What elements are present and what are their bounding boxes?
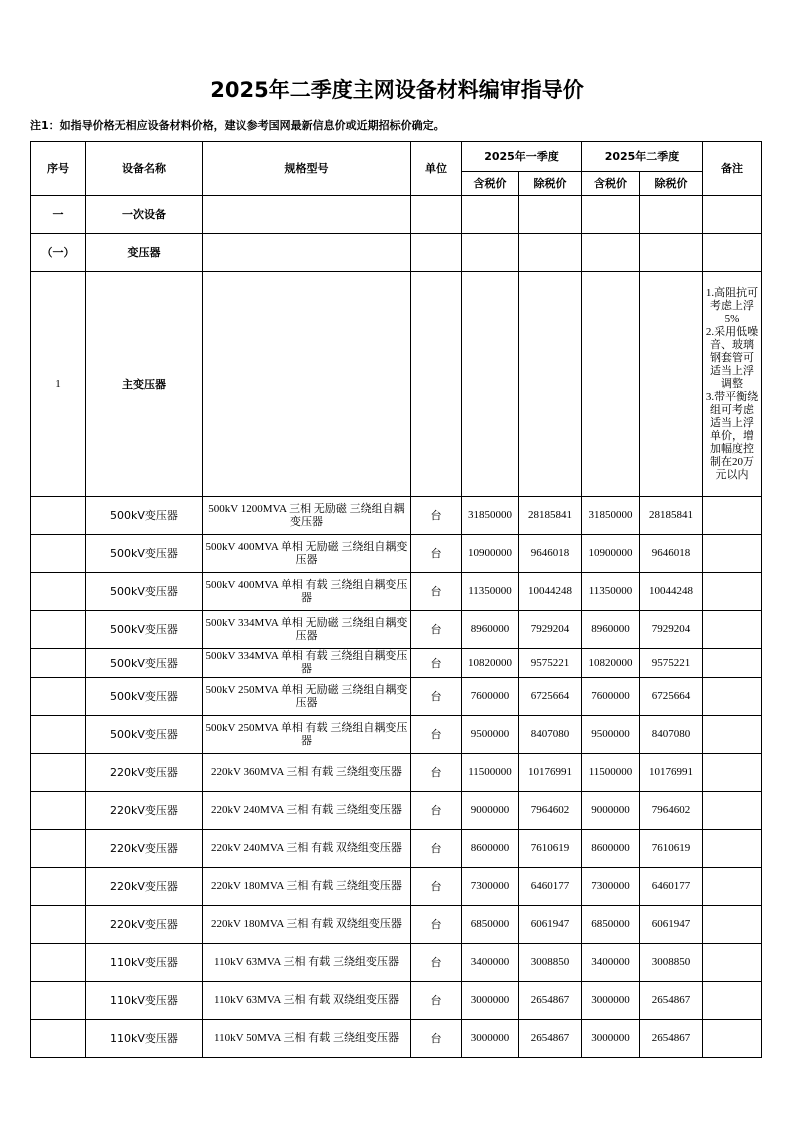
q2-tax-excl-cell: 7929204 (640, 611, 703, 649)
header-seq: 序号 (31, 142, 86, 196)
q1-tax-excl-cell: 7964602 (519, 792, 582, 830)
unit-cell: 台 (411, 611, 462, 649)
q2-tax-excl-cell: 10176991 (640, 754, 703, 792)
main-name: 主变压器 (86, 272, 203, 497)
device-name-cell: 500kV变压器 (86, 573, 203, 611)
seq-cell (31, 611, 86, 649)
q1-tax-excl-cell: 6725664 (519, 678, 582, 716)
page-title: 2025年二季度主网设备材料编审指导价 (210, 78, 584, 102)
q2-tax-incl-cell: 31850000 (582, 497, 640, 535)
remark-cell (703, 1020, 762, 1058)
table-row (31, 792, 762, 830)
q2-tax-incl-cell: 8960000 (582, 611, 640, 649)
device-name-cell: 220kV变压器 (86, 906, 203, 944)
spec-cell: 110kV 63MVA 三相 有载 双绕组变压器 (203, 982, 411, 1020)
table-row (31, 535, 762, 573)
header-q1-tax-excl: 除税价 (519, 172, 582, 196)
remark-cell (703, 649, 762, 678)
table-row (31, 982, 762, 1020)
q1-tax-incl-cell: 9500000 (462, 716, 519, 754)
q1-tax-excl-cell: 9575221 (519, 649, 582, 678)
q1-tax-incl-cell: 9000000 (462, 792, 519, 830)
table-row (31, 611, 762, 649)
remark-cell (703, 792, 762, 830)
q1-tax-incl-cell: 10820000 (462, 649, 519, 678)
price-note: 注1：如指导价格无相应设备材料价格，建议参考国网最新信息价或近期招标价确定。 (30, 119, 445, 132)
q2-tax-excl-cell: 7610619 (640, 830, 703, 868)
q1-tax-excl-cell: 28185841 (519, 497, 582, 535)
unit-cell: 台 (411, 906, 462, 944)
q2-tax-excl-cell: 7964602 (640, 792, 703, 830)
q1-tax-incl-cell: 3000000 (462, 982, 519, 1020)
table-row (31, 868, 762, 906)
spec-cell: 220kV 240MVA 三相 有载 双绕组变压器 (203, 830, 411, 868)
remark-cell (703, 982, 762, 1020)
section-name: 变压器 (86, 234, 203, 272)
section-row-level2 (31, 234, 762, 272)
seq-cell (31, 649, 86, 678)
unit-cell: 台 (411, 497, 462, 535)
spec-cell: 220kV 180MVA 三相 有载 双绕组变压器 (203, 906, 411, 944)
unit-cell: 台 (411, 573, 462, 611)
spec-cell: 500kV 1200MVA 三相 无励磁 三绕组自耦变压器 (203, 497, 411, 535)
q2-tax-excl-cell: 10044248 (640, 573, 703, 611)
table-row (31, 573, 762, 611)
q1-tax-excl-cell: 6460177 (519, 868, 582, 906)
device-name-cell: 220kV变压器 (86, 830, 203, 868)
q2-tax-incl-cell: 3400000 (582, 944, 640, 982)
q2-tax-excl-cell: 2654867 (640, 982, 703, 1020)
unit-cell: 台 (411, 830, 462, 868)
q2-tax-incl-cell: 7300000 (582, 868, 640, 906)
header-q2-tax-excl: 除税价 (640, 172, 703, 196)
seq-cell (31, 497, 86, 535)
q1-tax-incl-cell: 7300000 (462, 868, 519, 906)
header-row-1 (31, 142, 762, 172)
q1-tax-incl-cell: 6850000 (462, 906, 519, 944)
spec-cell: 110kV 63MVA 三相 有载 三绕组变压器 (203, 944, 411, 982)
main-seq: 1 (31, 272, 86, 497)
q2-tax-incl-cell: 3000000 (582, 1020, 640, 1058)
header-q2-tax-incl: 含税价 (582, 172, 640, 196)
unit-cell: 台 (411, 982, 462, 1020)
q2-tax-excl-cell: 3008850 (640, 944, 703, 982)
spec-cell: 500kV 400MVA 单相 无励磁 三绕组自耦变压器 (203, 535, 411, 573)
table-row (31, 754, 762, 792)
table-row (31, 678, 762, 716)
table-row (31, 649, 762, 678)
q1-tax-incl-cell: 11500000 (462, 754, 519, 792)
remark-cell (703, 906, 762, 944)
main-transformer-row (31, 272, 762, 497)
unit-cell: 台 (411, 716, 462, 754)
q2-tax-excl-cell: 9646018 (640, 535, 703, 573)
header-name: 设备名称 (86, 142, 203, 196)
device-name-cell: 500kV变压器 (86, 497, 203, 535)
device-name-cell: 500kV变压器 (86, 611, 203, 649)
price-table (30, 141, 762, 1058)
main-remark: 1.高阻抗可考虑上浮5% 2.采用低噪音、玻璃钢套管可适当上浮调整 3.带平衡绕组可考虑适当上浮单价，增加幅度控制在20万元以内 (703, 272, 762, 497)
header-remark: 备注 (703, 142, 762, 196)
header-q1: 2025年一季度 (462, 142, 582, 172)
unit-cell: 台 (411, 754, 462, 792)
q1-tax-excl-cell: 10176991 (519, 754, 582, 792)
section-name: 一次设备 (86, 196, 203, 234)
table-row (31, 830, 762, 868)
device-name-cell: 500kV变压器 (86, 716, 203, 754)
q2-tax-incl-cell: 10820000 (582, 649, 640, 678)
section-seq: 一 (31, 196, 86, 234)
table-row (31, 497, 762, 535)
seq-cell (31, 906, 86, 944)
unit-cell: 台 (411, 944, 462, 982)
remark-cell (703, 754, 762, 792)
remark-cell (703, 868, 762, 906)
device-name-cell: 110kV变压器 (86, 944, 203, 982)
q2-tax-incl-cell: 9000000 (582, 792, 640, 830)
spec-cell: 500kV 400MVA 单相 有载 三绕组自耦变压器 (203, 573, 411, 611)
q2-tax-incl-cell: 9500000 (582, 716, 640, 754)
header-unit: 单位 (411, 142, 462, 196)
seq-cell (31, 535, 86, 573)
unit-cell: 台 (411, 792, 462, 830)
remark-cell (703, 830, 762, 868)
q2-tax-excl-cell: 6061947 (640, 906, 703, 944)
q2-tax-excl-cell: 28185841 (640, 497, 703, 535)
header-q1-tax-incl: 含税价 (462, 172, 519, 196)
remark-cell (703, 535, 762, 573)
device-name-cell: 110kV变压器 (86, 1020, 203, 1058)
section-seq: （一） (31, 234, 86, 272)
remark-cell (703, 497, 762, 535)
q2-tax-incl-cell: 7600000 (582, 678, 640, 716)
seq-cell (31, 792, 86, 830)
device-name-cell: 220kV变压器 (86, 868, 203, 906)
table-row (31, 716, 762, 754)
spec-cell: 500kV 334MVA 单相 无励磁 三绕组自耦变压器 (203, 611, 411, 649)
spec-cell: 500kV 250MVA 单相 无励磁 三绕组自耦变压器 (203, 678, 411, 716)
seq-cell (31, 754, 86, 792)
q1-tax-incl-cell: 8960000 (462, 611, 519, 649)
seq-cell (31, 982, 86, 1020)
seq-cell (31, 573, 86, 611)
q1-tax-excl-cell: 9646018 (519, 535, 582, 573)
q1-tax-excl-cell: 10044248 (519, 573, 582, 611)
spec-cell: 220kV 180MVA 三相 有载 三绕组变压器 (203, 868, 411, 906)
q1-tax-excl-cell: 7610619 (519, 830, 582, 868)
header-spec: 规格型号 (203, 142, 411, 196)
spec-cell: 500kV 250MVA 单相 有载 三绕组自耦变压器 (203, 716, 411, 754)
device-name-cell: 220kV变压器 (86, 792, 203, 830)
q2-tax-excl-cell: 8407080 (640, 716, 703, 754)
remark-cell (703, 611, 762, 649)
unit-cell: 台 (411, 535, 462, 573)
q2-tax-incl-cell: 6850000 (582, 906, 640, 944)
q1-tax-incl-cell: 8600000 (462, 830, 519, 868)
spec-cell: 220kV 240MVA 三相 有载 三绕组变压器 (203, 792, 411, 830)
q1-tax-incl-cell: 10900000 (462, 535, 519, 573)
device-name-cell: 110kV变压器 (86, 982, 203, 1020)
seq-cell (31, 678, 86, 716)
seq-cell (31, 716, 86, 754)
q2-tax-excl-cell: 6460177 (640, 868, 703, 906)
q2-tax-incl-cell: 11350000 (582, 573, 640, 611)
q2-tax-excl-cell: 2654867 (640, 1020, 703, 1058)
unit-cell: 台 (411, 1020, 462, 1058)
device-name-cell: 500kV变压器 (86, 649, 203, 678)
q1-tax-excl-cell: 3008850 (519, 944, 582, 982)
seq-cell (31, 868, 86, 906)
q1-tax-incl-cell: 11350000 (462, 573, 519, 611)
q2-tax-incl-cell: 8600000 (582, 830, 640, 868)
q1-tax-excl-cell: 2654867 (519, 1020, 582, 1058)
remark-cell (703, 944, 762, 982)
device-name-cell: 500kV变压器 (86, 535, 203, 573)
device-name-cell: 220kV变压器 (86, 754, 203, 792)
q1-tax-excl-cell: 2654867 (519, 982, 582, 1020)
q2-tax-excl-cell: 6725664 (640, 678, 703, 716)
remark-cell (703, 678, 762, 716)
spec-cell: 500kV 334MVA 单相 有载 三绕组自耦变压器 (203, 649, 411, 678)
device-name-cell: 500kV变压器 (86, 678, 203, 716)
header-q2: 2025年二季度 (582, 142, 703, 172)
remark-cell (703, 716, 762, 754)
unit-cell: 台 (411, 868, 462, 906)
spec-cell: 220kV 360MVA 三相 有载 三绕组变压器 (203, 754, 411, 792)
table-row (31, 944, 762, 982)
seq-cell (31, 1020, 86, 1058)
q1-tax-excl-cell: 7929204 (519, 611, 582, 649)
section-row-level1 (31, 196, 762, 234)
q1-tax-incl-cell: 3400000 (462, 944, 519, 982)
q1-tax-incl-cell: 31850000 (462, 497, 519, 535)
q2-tax-excl-cell: 9575221 (640, 649, 703, 678)
q2-tax-incl-cell: 3000000 (582, 982, 640, 1020)
seq-cell (31, 830, 86, 868)
q1-tax-incl-cell: 3000000 (462, 1020, 519, 1058)
q1-tax-excl-cell: 8407080 (519, 716, 582, 754)
q1-tax-incl-cell: 7600000 (462, 678, 519, 716)
spec-cell: 110kV 50MVA 三相 有载 三绕组变压器 (203, 1020, 411, 1058)
q2-tax-incl-cell: 11500000 (582, 754, 640, 792)
seq-cell (31, 944, 86, 982)
table-row (31, 1020, 762, 1058)
table-row (31, 906, 762, 944)
q1-tax-excl-cell: 6061947 (519, 906, 582, 944)
remark-cell (703, 573, 762, 611)
q2-tax-incl-cell: 10900000 (582, 535, 640, 573)
unit-cell: 台 (411, 649, 462, 678)
unit-cell: 台 (411, 678, 462, 716)
